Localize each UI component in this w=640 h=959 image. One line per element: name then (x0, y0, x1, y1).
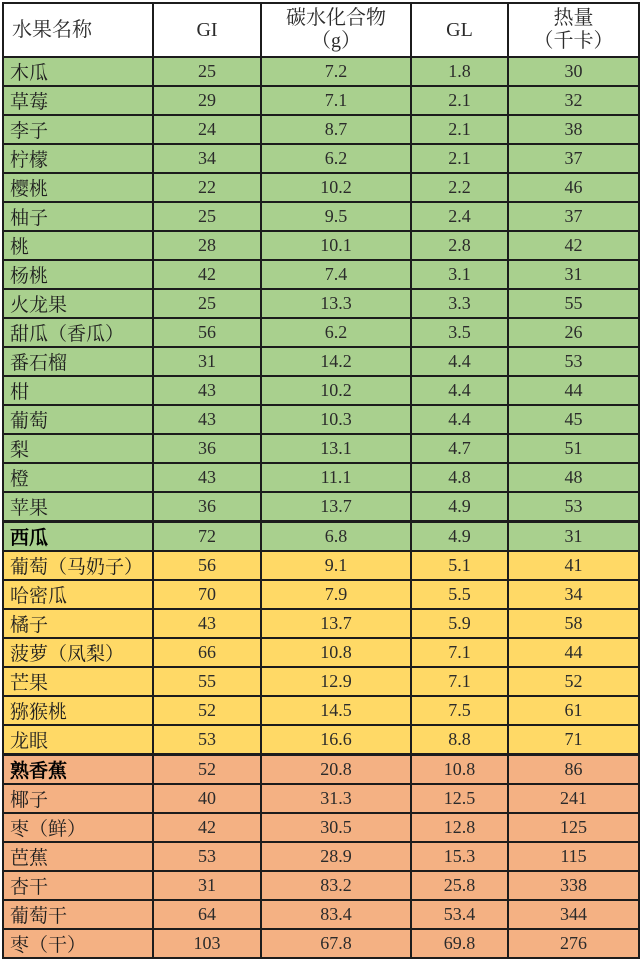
gi-cell: 25 (153, 202, 261, 231)
fruit-name-cell: 番石榴 (3, 347, 153, 376)
gl-cell: 3.1 (411, 260, 508, 289)
gi-cell: 66 (153, 638, 261, 667)
gi-cell: 31 (153, 347, 261, 376)
table-row (3, 115, 639, 144)
kcal-cell: 48 (508, 463, 639, 492)
table-row (3, 405, 639, 434)
carb-cell: 28.9 (261, 842, 411, 871)
column-header-label: GL (446, 18, 473, 41)
fruit-name-cell: 樱桃 (3, 173, 153, 202)
gi-cell: 42 (153, 813, 261, 842)
table-row (3, 784, 639, 813)
gi-cell: 36 (153, 492, 261, 522)
table-row (3, 725, 639, 755)
gi-cell: 34 (153, 144, 261, 173)
gi-cell: 29 (153, 86, 261, 115)
fruit-name-cell: 草莓 (3, 86, 153, 115)
table-row (3, 202, 639, 231)
gi-cell: 53 (153, 842, 261, 871)
gi-cell: 40 (153, 784, 261, 813)
table-row (3, 376, 639, 405)
gl-cell: 1.8 (411, 57, 508, 86)
kcal-cell: 46 (508, 173, 639, 202)
gi-cell: 103 (153, 929, 261, 958)
kcal-cell: 276 (508, 929, 639, 958)
kcal-cell: 37 (508, 144, 639, 173)
kcal-cell: 86 (508, 755, 639, 785)
fruit-name-cell: 苹果 (3, 492, 153, 522)
table-row (3, 463, 639, 492)
gl-cell: 2.1 (411, 86, 508, 115)
gl-cell: 4.7 (411, 434, 508, 463)
carb-cell: 13.1 (261, 434, 411, 463)
gl-cell: 4.9 (411, 522, 508, 552)
carb-cell: 9.1 (261, 551, 411, 580)
gi-cell: 22 (153, 173, 261, 202)
table-row (3, 522, 639, 552)
kcal-cell: 41 (508, 551, 639, 580)
table-body (3, 57, 639, 958)
fruit-name-cell: 李子 (3, 115, 153, 144)
carb-cell: 67.8 (261, 929, 411, 958)
carb-cell: 6.8 (261, 522, 411, 552)
table-row (3, 929, 639, 958)
gi-cell: 70 (153, 580, 261, 609)
gi-cell: 36 (153, 434, 261, 463)
table-row (3, 57, 639, 86)
gl-cell: 4.4 (411, 376, 508, 405)
gi-cell: 24 (153, 115, 261, 144)
gl-cell: 53.4 (411, 900, 508, 929)
column-header-carb (261, 3, 411, 57)
carb-cell: 9.5 (261, 202, 411, 231)
fruit-gi-table (2, 2, 640, 959)
carb-cell: 10.8 (261, 638, 411, 667)
fruit-name-cell: 熟香蕉 (3, 755, 153, 785)
fruit-name-cell: 龙眼 (3, 725, 153, 755)
kcal-cell: 32 (508, 86, 639, 115)
table-row (3, 842, 639, 871)
carb-cell: 83.2 (261, 871, 411, 900)
gi-cell: 56 (153, 318, 261, 347)
gi-cell: 56 (153, 551, 261, 580)
kcal-cell: 37 (508, 202, 639, 231)
gl-cell: 2.8 (411, 231, 508, 260)
table-row (3, 580, 639, 609)
kcal-cell: 125 (508, 813, 639, 842)
table-row (3, 813, 639, 842)
gl-cell: 5.9 (411, 609, 508, 638)
carb-cell: 13.7 (261, 609, 411, 638)
table-row (3, 755, 639, 785)
gi-cell: 25 (153, 289, 261, 318)
header-row (3, 3, 639, 57)
kcal-cell: 344 (508, 900, 639, 929)
kcal-cell: 44 (508, 376, 639, 405)
kcal-cell: 31 (508, 260, 639, 289)
kcal-cell: 38 (508, 115, 639, 144)
kcal-cell: 115 (508, 842, 639, 871)
gi-cell: 25 (153, 57, 261, 86)
table-row (3, 289, 639, 318)
kcal-cell: 53 (508, 492, 639, 522)
kcal-cell: 338 (508, 871, 639, 900)
table-row (3, 173, 639, 202)
table-row (3, 667, 639, 696)
column-header-label: GI (196, 18, 218, 41)
carb-cell: 30.5 (261, 813, 411, 842)
kcal-cell: 42 (508, 231, 639, 260)
gi-cell: 43 (153, 376, 261, 405)
kcal-cell: 31 (508, 522, 639, 552)
fruit-name-cell: 葡萄 (3, 405, 153, 434)
gl-cell: 2.2 (411, 173, 508, 202)
fruit-name-cell: 西瓜 (3, 522, 153, 552)
table-row (3, 900, 639, 929)
fruit-name-cell: 哈密瓜 (3, 580, 153, 609)
column-header-label: 水果名称 (12, 18, 92, 41)
fruit-name-cell: 猕猴桃 (3, 696, 153, 725)
gi-cell: 43 (153, 609, 261, 638)
carb-cell: 10.3 (261, 405, 411, 434)
fruit-name-cell: 木瓜 (3, 57, 153, 86)
kcal-cell: 58 (508, 609, 639, 638)
kcal-cell: 52 (508, 667, 639, 696)
carb-cell: 7.2 (261, 57, 411, 86)
kcal-cell: 53 (508, 347, 639, 376)
fruit-name-cell: 柠檬 (3, 144, 153, 173)
fruit-name-cell: 甜瓜（香瓜） (3, 318, 153, 347)
carb-cell: 7.9 (261, 580, 411, 609)
table-row (3, 492, 639, 522)
table-row (3, 86, 639, 115)
gl-cell: 12.8 (411, 813, 508, 842)
carb-cell: 11.1 (261, 463, 411, 492)
table-row (3, 260, 639, 289)
carb-cell: 14.5 (261, 696, 411, 725)
gl-cell: 4.4 (411, 347, 508, 376)
fruit-name-cell: 柚子 (3, 202, 153, 231)
gl-cell: 4.9 (411, 492, 508, 522)
table-row (3, 434, 639, 463)
fruit-name-cell: 桃 (3, 231, 153, 260)
fruit-name-cell: 葡萄干 (3, 900, 153, 929)
kcal-cell: 34 (508, 580, 639, 609)
kcal-cell: 51 (508, 434, 639, 463)
kcal-cell: 26 (508, 318, 639, 347)
table-row (3, 696, 639, 725)
carb-cell: 12.9 (261, 667, 411, 696)
table-row (3, 318, 639, 347)
carb-cell: 10.1 (261, 231, 411, 260)
gl-cell: 2.4 (411, 202, 508, 231)
column-header-name (3, 3, 153, 57)
fruit-name-cell: 芒果 (3, 667, 153, 696)
carb-cell: 13.3 (261, 289, 411, 318)
column-header-sublabel: （g） (311, 30, 361, 52)
column-header-gl (411, 3, 508, 57)
carb-cell: 16.6 (261, 725, 411, 755)
gl-cell: 2.1 (411, 115, 508, 144)
gl-cell: 2.1 (411, 144, 508, 173)
kcal-cell: 241 (508, 784, 639, 813)
gl-cell: 7.5 (411, 696, 508, 725)
gl-cell: 4.4 (411, 405, 508, 434)
carb-cell: 6.2 (261, 318, 411, 347)
fruit-name-cell: 橘子 (3, 609, 153, 638)
gi-cell: 64 (153, 900, 261, 929)
kcal-cell: 30 (508, 57, 639, 86)
carb-cell: 6.2 (261, 144, 411, 173)
gl-cell: 7.1 (411, 667, 508, 696)
carb-cell: 20.8 (261, 755, 411, 785)
table-row (3, 871, 639, 900)
column-header-label: 碳水化合物 (286, 7, 386, 29)
table-row (3, 609, 639, 638)
carb-cell: 7.4 (261, 260, 411, 289)
gl-cell: 3.3 (411, 289, 508, 318)
carb-cell: 7.1 (261, 86, 411, 115)
fruit-name-cell: 杨桃 (3, 260, 153, 289)
fruit-name-cell: 柑 (3, 376, 153, 405)
gi-cell: 28 (153, 231, 261, 260)
column-header-sublabel: （千卡） (533, 30, 614, 52)
column-header-gi (153, 3, 261, 57)
gl-cell: 8.8 (411, 725, 508, 755)
carb-cell: 14.2 (261, 347, 411, 376)
fruit-name-cell: 枣（鲜） (3, 813, 153, 842)
fruit-name-cell: 杏干 (3, 871, 153, 900)
fruit-name-cell: 菠萝（凤梨） (3, 638, 153, 667)
column-header-label: 热量 (553, 7, 594, 29)
gl-cell: 7.1 (411, 638, 508, 667)
gl-cell: 4.8 (411, 463, 508, 492)
table-row (3, 231, 639, 260)
gl-cell: 10.8 (411, 755, 508, 785)
table-row (3, 144, 639, 173)
gl-cell: 5.5 (411, 580, 508, 609)
fruit-name-cell: 芭蕉 (3, 842, 153, 871)
carb-cell: 31.3 (261, 784, 411, 813)
gi-cell: 52 (153, 755, 261, 785)
gl-cell: 5.1 (411, 551, 508, 580)
gi-cell: 42 (153, 260, 261, 289)
gl-cell: 25.8 (411, 871, 508, 900)
carb-cell: 8.7 (261, 115, 411, 144)
gi-cell: 31 (153, 871, 261, 900)
gi-cell: 53 (153, 725, 261, 755)
fruit-name-cell: 梨 (3, 434, 153, 463)
carb-cell: 13.7 (261, 492, 411, 522)
carb-cell: 10.2 (261, 173, 411, 202)
table-row (3, 551, 639, 580)
gi-cell: 43 (153, 405, 261, 434)
table-row (3, 347, 639, 376)
fruit-name-cell: 橙 (3, 463, 153, 492)
carb-cell: 10.2 (261, 376, 411, 405)
table-row (3, 638, 639, 667)
gi-cell: 72 (153, 522, 261, 552)
kcal-cell: 61 (508, 696, 639, 725)
gl-cell: 15.3 (411, 842, 508, 871)
kcal-cell: 45 (508, 405, 639, 434)
gl-cell: 3.5 (411, 318, 508, 347)
gi-cell: 55 (153, 667, 261, 696)
fruit-name-cell: 枣（干） (3, 929, 153, 958)
kcal-cell: 71 (508, 725, 639, 755)
gl-cell: 12.5 (411, 784, 508, 813)
carb-cell: 83.4 (261, 900, 411, 929)
kcal-cell: 44 (508, 638, 639, 667)
gi-cell: 43 (153, 463, 261, 492)
gi-cell: 52 (153, 696, 261, 725)
gl-cell: 69.8 (411, 929, 508, 958)
fruit-name-cell: 椰子 (3, 784, 153, 813)
column-header-kcal (508, 3, 639, 57)
kcal-cell: 55 (508, 289, 639, 318)
fruit-name-cell: 火龙果 (3, 289, 153, 318)
table-header (3, 3, 639, 57)
fruit-name-cell: 葡萄（马奶子） (3, 551, 153, 580)
